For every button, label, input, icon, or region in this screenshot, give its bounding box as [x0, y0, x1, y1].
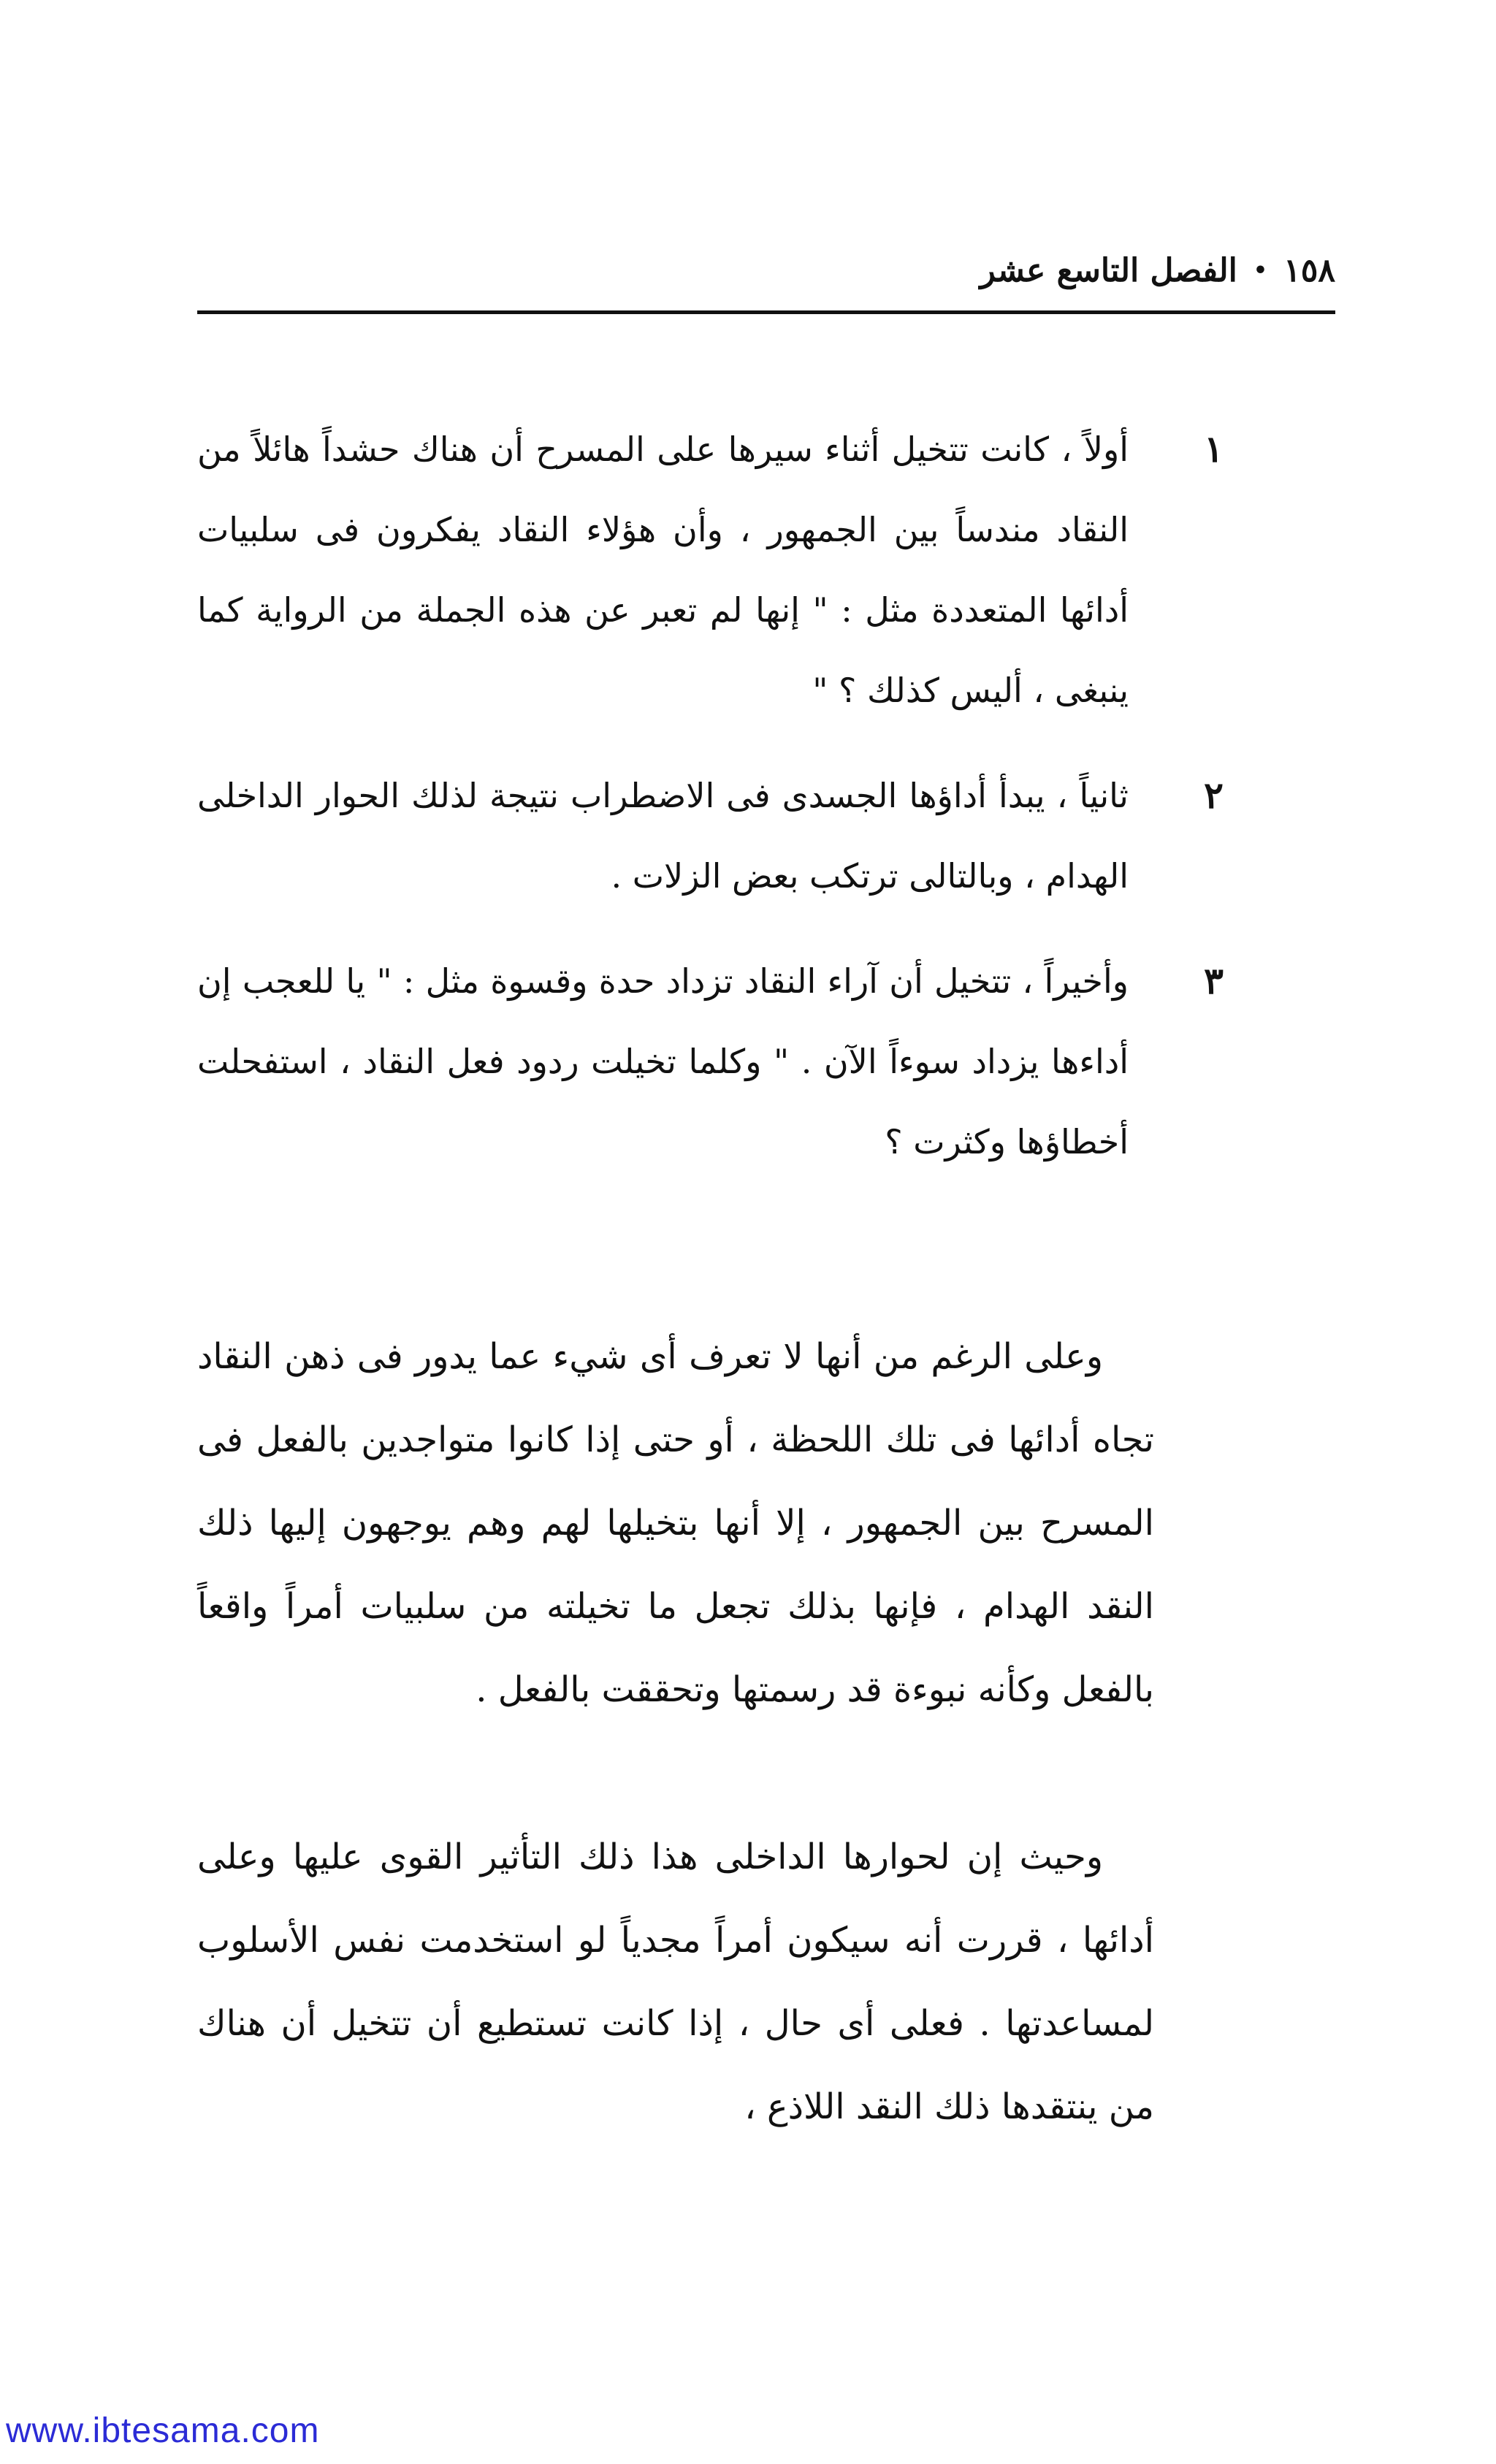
body-paragraph: وحيث إن لحوارها الداخلى هذا ذلك التأثير القوى عليها وعلى أدائها ، قررت أنه سيكون أمراً مجدياً لو استخدمت نفس الأسلوب لمساعدتها . فعلى أى حال ، إذا كانت تستطيع أن تتخيل أن هناك من ينتقدها ذلك النقد اللاذع ،	[197, 1836, 1155, 2127]
page-number: ١٥٨	[1283, 251, 1335, 289]
watermark-link[interactable]: www.ibtesama.com	[6, 2411, 320, 2450]
list-item-number: ٣	[1204, 959, 1224, 1002]
chapter-title: الفصل التاسع عشر	[980, 251, 1237, 289]
list-item-number: ٢	[1204, 774, 1224, 817]
list-item	[197, 755, 1224, 916]
list-item	[197, 409, 1224, 731]
running-header	[197, 247, 1335, 294]
list-item-text: وأخيراً ، تتخيل أن آراء النقاد تزداد حدة وقسوة مثل : " يا للعجب إن أداءها يزداد سوءاً الآن . " وكلما تخيلت ردود فعل النقاد ، استفحلت أخطاؤها وكثرت ؟	[197, 961, 1129, 1162]
numbered-list	[197, 409, 1224, 1182]
list-item	[197, 941, 1224, 1182]
list-item-text: ثانياً ، يبدأ أداؤها الجسدى فى الاضطراب نتيجة لذلك الحوار الداخلى الهدام ، وبالتالى ترتكب بعض الزلات .	[197, 776, 1129, 896]
header-rule	[197, 310, 1335, 314]
body-paragraph: وعلى الرغم من أنها لا تعرف أى شيء عما يدور فى ذهن النقاد تجاه أدائها فى تلك اللحظة ، أو حتى إذا كانوا متواجدين بالفعل فى المسرح بين الجمهور ، إلا أنها بتخيلها لهم وهم يوجهون إليها ذلك النقد الهدام ، فإنها بذلك تجعل ما تخيلته من سلبيات أمراً واقعاً بالفعل وكأنه نبوءة قد رسمتها وتحققت بالفعل .	[197, 1336, 1154, 1710]
header-bullet: •	[1253, 257, 1268, 283]
list-item-text: أولاً ، كانت تتخيل أثناء سيرها على المسرح أن هناك حشداً هائلاً من النقاد مندساً بين الجمهور ، وأن هؤلاء النقاد يفكرون فى سلبيات أدائها المتعددة مثل : " إنها لم تعبر عن هذه الجملة من الرواية كما ينبغى ، أليس كذلك ؟ "	[197, 430, 1129, 710]
list-item-number: ١	[1204, 427, 1224, 470]
